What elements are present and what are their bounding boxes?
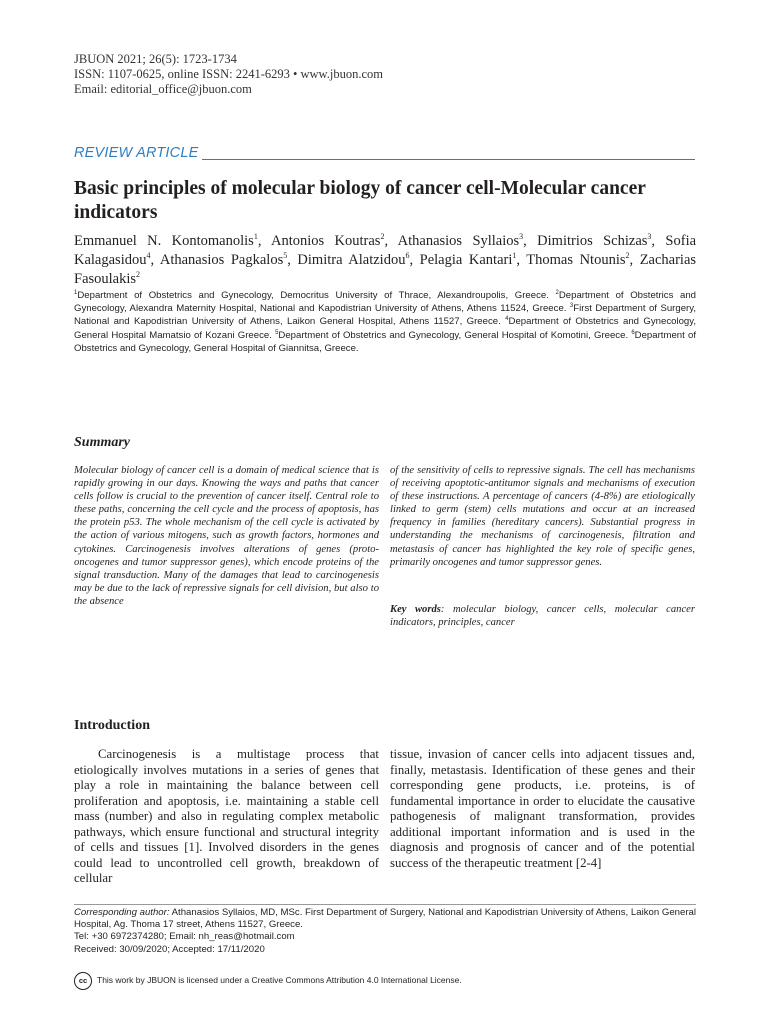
affiliation-number: 4 [505, 316, 509, 323]
author-separator: , [150, 252, 160, 268]
journal-issn: ISSN: 1107-0625, online ISSN: 2241-6293 • www.jbuon.com [74, 67, 384, 81]
keywords [390, 603, 695, 629]
affiliation-text: First Department of Surgery, National and Kapodistrian University of Athens, Laikon General Hospital, Athens 11527, Greece. [74, 303, 696, 328]
divider [202, 159, 695, 160]
author-affiliation-number: 5 [283, 251, 288, 260]
author-name: Zacharias Fasoulakis [74, 252, 697, 287]
keywords-label: Key words [390, 604, 441, 615]
author-separator: , [287, 252, 298, 268]
author-name: Sofia Kalagasidou [74, 233, 697, 268]
introduction-text-right: tissue, invasion of cancer cells into adjacent tissues and, finally, metastasis. Identification of these genes and their corresponding gene products, i.e. proteins, is of fundamental importance in order to elucidate the causative pathogenesis of malignant transformation, provides additional important information and is used in the diagnosis and prognosis of cancer and of the potential success of the therapeutic treatment [2-4] [390, 747, 695, 870]
author-separator: , [629, 252, 640, 268]
affiliation-number: 3 [569, 303, 574, 310]
author-name: Athanasios Syllaios [397, 233, 520, 249]
affiliation-number: 1 [74, 290, 78, 296]
summary-heading: Summary [74, 435, 131, 450]
author-affiliation-number: 2 [380, 232, 385, 241]
author-separator: , [384, 233, 398, 249]
author-separator: , [516, 252, 527, 268]
affiliation-text: Department of Obstetrics and Gynecology, General Hospital of Giannitsa, Greece. [74, 329, 696, 354]
affiliation-number: 5 [275, 329, 279, 336]
author-separator: , [409, 252, 420, 268]
author-affiliation-number: 1 [512, 251, 517, 260]
author-affiliation-number: 6 [405, 251, 410, 260]
author-name: Athanasios Pagkalos [159, 252, 284, 268]
journal-email: Email: editorial_office@jbuon.com [74, 82, 252, 96]
article-type: REVIEW ARTICLE [74, 145, 199, 161]
author-affiliation-number: 2 [625, 251, 630, 260]
corresponding-author-footnote [74, 907, 696, 956]
author-separator: , [523, 233, 538, 249]
author-name: Emmanuel N. Kontomanolis [74, 233, 254, 249]
author-list [74, 232, 696, 289]
affiliation-text: Department of Obstetrics and Gynecology, General Hospital of Komotini, Greece. [278, 329, 632, 341]
introduction-text-left: Carcinogenesis is a multistage process that etiologically involves mutations in a series of genes that play a role in maintaining the balance between cell proliferation and apoptosis, i.e. maintaining a stable cell mass (number) and also in regulating complex metabolic pathways, which ensure functional and structural integrity of cells and tissues [1]. Involved disorders in the genes could lead to uncontrolled cell growth, breakdown of cellular [74, 747, 379, 885]
keywords-text: : molecular biology, cancer cells, molecular cancer indicators, principles, cancer [390, 604, 696, 629]
author-affiliation-number: 3 [647, 232, 652, 241]
author-name: Thomas Ntounis [526, 252, 626, 268]
author-separator: , [257, 233, 271, 249]
author-affiliation-number: 2 [136, 270, 141, 279]
article-title: Basic principles of molecular biology of cancer cell-Molecular cancer indicators [74, 178, 646, 223]
affiliation-text: Department of Obstetrics and Gynecology, General Hospital Mamatsio of Kozani Greece. [74, 316, 697, 341]
summary-text-left: Molecular biology of cancer cell is a domain of medical science that is rapidly growing in our days. Knowing the ways and paths that cancer cells follow is crucial to the prevention of cancer itself. Central role to these paths, concerning the cell cycle and the process of apoptosis, has the protein p53. The whole mechanism of the cell cycle is activated by the action of various mitogens, such as growth factors, hormones and cytokines. Carcinogenesis involves alterations of genes (proto-oncogenes and tumor suppressor genes), which encode proteins of the signal transduction. Many of the damages that lead to carcinogenesis may be due to the lack of repressive signals for cell division, but also to the absence [74, 465, 379, 607]
introduction-heading: Introduction [74, 718, 150, 733]
license-text: This work by JBUON is licensed under a Creative Commons Attribution 4.0 International License. [97, 975, 462, 985]
affiliation-text: Department of Obstetrics and Gynecology, Democritus University of Thrace, Alexandroupolis, Greece. [77, 290, 556, 301]
affiliation-number: 2 [555, 290, 559, 296]
author-affiliation-number: 1 [253, 232, 258, 241]
summary-text-right: of the sensitivity of cells to repressive signals. The cell has mechanisms of receiving apoptotic-antitumor signals and mechanisms of execution of these instructions. A percentage of cancers (4-8%) are etiologically linked to germ (stem) cells mutations and occur at an increased frequency in families (hereditary cancers). Substantial progress in understanding the mechanisms of carcinogenesis, filtration and metastasis of cancer has highlighted the key role of specific genes, primarily oncogenes and tumor suppressor genes. [390, 465, 695, 568]
author-affiliation-number: 4 [146, 251, 151, 260]
author-name: Pelagia Kantari [419, 252, 513, 268]
journal-citation: JBUON 2021; 26(5): 1723-1734 [74, 52, 237, 66]
footnote-dates: Received: 30/09/2020; Accepted: 17/11/2020 [74, 943, 265, 955]
cc-icon: cc [74, 972, 92, 990]
footnote-author: Athanasios Syllaios, MD, MSc. First Department of Surgery, National and Kapodistrian University of Athens, Laikon General Hospital, Ag. Thoma 17 street, Athens 11527, Greece. [74, 907, 697, 931]
author-name: Dimitra Alatzidou [297, 252, 406, 268]
affiliation-list [74, 289, 696, 355]
author-name: Dimitrios Schizas [537, 233, 648, 249]
article-type-row [74, 145, 695, 165]
license-notice [74, 972, 696, 992]
footnote-label: Corresponding author: [74, 907, 170, 918]
affiliation-text: Department of Obstetrics and Gynecology, Alexandra Maternity Hospital, National and Kapodistrian University of Athens, Athens 11524, Greece. [74, 290, 696, 315]
author-name: Antonios Koutras [271, 233, 381, 249]
author-affiliation-number: 3 [519, 232, 524, 241]
affiliation-number: 6 [631, 329, 635, 336]
footnote-divider [74, 904, 696, 905]
author-separator: , [651, 233, 666, 249]
footnote-contact: Tel: +30 6972374280; Email: nh_reas@hotmail.com [74, 931, 295, 943]
journal-header [74, 52, 383, 97]
